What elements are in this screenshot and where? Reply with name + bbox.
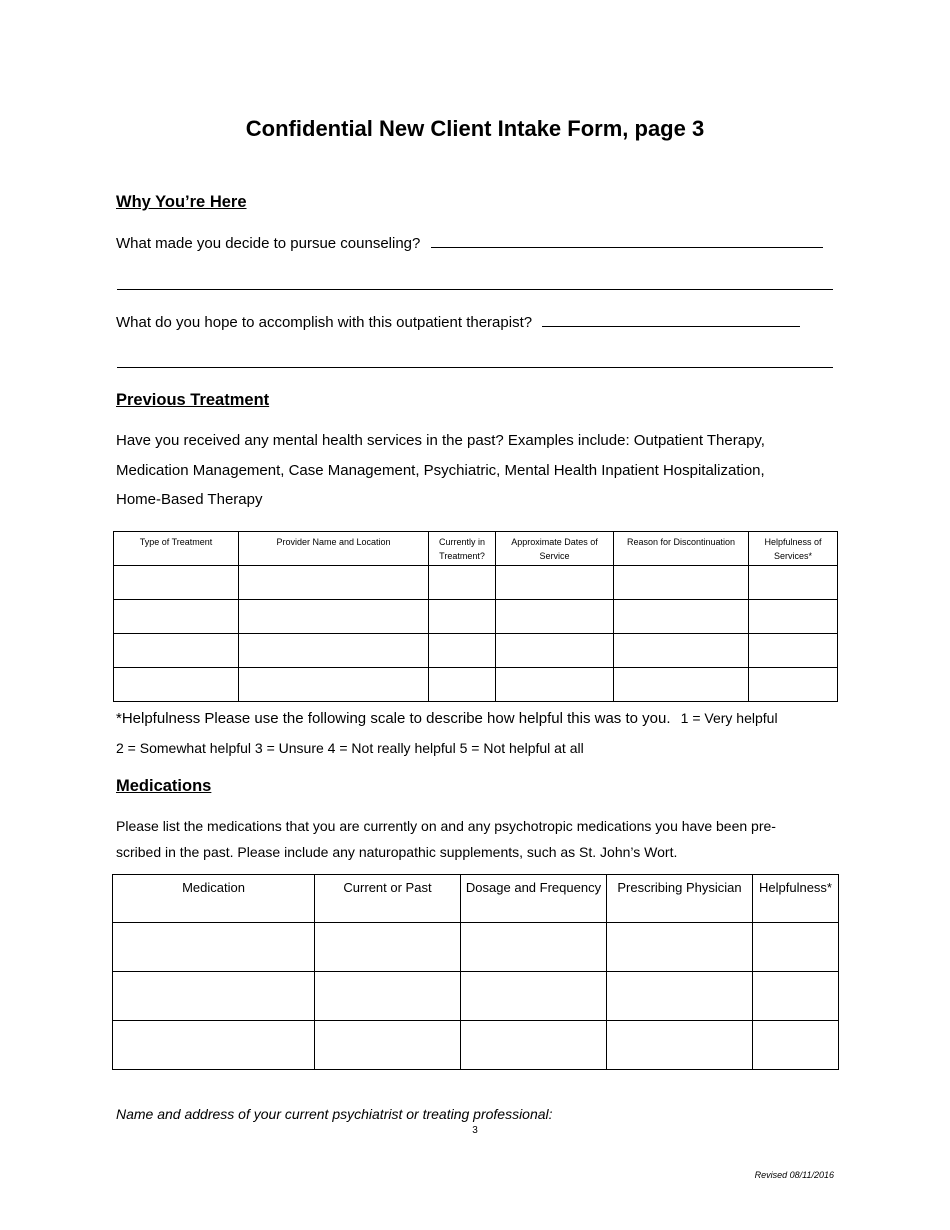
table-cell[interactable]: [614, 634, 749, 668]
page-number: 3: [472, 1125, 478, 1136]
table-cell[interactable]: [429, 566, 496, 600]
intro-line: Home-Based Therapy: [116, 491, 263, 508]
table-cell[interactable]: [496, 566, 614, 600]
table-cell[interactable]: [749, 634, 838, 668]
table-cell[interactable]: [239, 600, 429, 634]
helpfulness-scale-text: *Helpfulness Please use the following scale to describe how helpful this was to you.: [116, 710, 671, 727]
column-header: Type of Treatment: [114, 532, 239, 566]
column-header: Approximate Dates of Service: [496, 532, 614, 566]
table-cell[interactable]: [114, 600, 239, 634]
answer-line-pursue-counseling-2[interactable]: [117, 289, 833, 290]
table-cell[interactable]: [113, 923, 315, 972]
table-cell[interactable]: [749, 600, 838, 634]
psychiatrist-prompt: Name and address of your current psychiatrist or treating professional:: [116, 1106, 553, 1122]
table-cell[interactable]: [429, 668, 496, 702]
table-cell[interactable]: [114, 634, 239, 668]
helpfulness-scale-line-2: 2 = Somewhat helpful 3 = Unsure 4 = Not really helpful 5 = Not helpful at all: [116, 740, 584, 756]
table-cell[interactable]: [749, 668, 838, 702]
table-cell[interactable]: [113, 1021, 315, 1070]
table-cell[interactable]: [239, 634, 429, 668]
section-heading-why-here: Why You’re Here: [116, 193, 247, 211]
intro-line: Medication Management, Case Management, Psychiatric, Mental Health Inpatient Hospitalization,: [116, 462, 765, 479]
answer-line-pursue-counseling[interactable]: [431, 233, 823, 248]
intro-line: Please list the medications that you are currently on and any psychotropic medications you have been pre-: [116, 818, 776, 834]
answer-line-accomplish[interactable]: [542, 312, 800, 327]
question-accomplish: [116, 312, 800, 331]
table-cell[interactable]: [614, 668, 749, 702]
table-header-row: [114, 532, 838, 566]
medications-table: [112, 874, 839, 1070]
table-cell[interactable]: [496, 600, 614, 634]
table-cell[interactable]: [614, 566, 749, 600]
column-header: Reason for Discontinuation: [614, 532, 749, 566]
table-cell[interactable]: [114, 668, 239, 702]
table-cell[interactable]: [114, 566, 239, 600]
revised-date: Revised 08/11/2016: [754, 1170, 834, 1180]
section-heading-previous-treatment: Previous Treatment: [116, 391, 270, 409]
section-heading-medications: Medications: [116, 777, 212, 795]
table-cell[interactable]: [461, 923, 607, 972]
previous-treatment-table: [113, 531, 838, 702]
table-cell[interactable]: [315, 1021, 461, 1070]
table-cell[interactable]: [749, 566, 838, 600]
table-cell[interactable]: [113, 972, 315, 1021]
table-cell[interactable]: [753, 923, 839, 972]
table-cell[interactable]: [496, 668, 614, 702]
table-cell[interactable]: [315, 972, 461, 1021]
table-cell[interactable]: [315, 923, 461, 972]
intro-line: Have you received any mental health services in the past? Examples include: Outpatient Therapy,: [116, 432, 765, 449]
column-header: Current or Past: [315, 875, 461, 923]
question-label: What made you decide to pursue counseling?: [116, 235, 421, 252]
table-header-row: [113, 875, 839, 923]
helpfulness-scale-line-1: [116, 710, 778, 727]
intro-line: scribed in the past. Please include any naturopathic supplements, such as St. John’s Wort.: [116, 844, 678, 860]
table-cell[interactable]: [614, 600, 749, 634]
table-cell[interactable]: [607, 972, 753, 1021]
table-row: [114, 668, 838, 702]
table-cell[interactable]: [461, 1021, 607, 1070]
column-header: Prescribing Physician: [607, 875, 753, 923]
page-title: Confidential New Client Intake Form, page 3: [245, 116, 705, 141]
table-row: [113, 923, 839, 972]
table-cell[interactable]: [429, 600, 496, 634]
column-header: Currently in Treatment?: [429, 532, 496, 566]
table-cell[interactable]: [607, 923, 753, 972]
table-cell[interactable]: [753, 972, 839, 1021]
table-cell[interactable]: [239, 668, 429, 702]
column-header: Dosage and Frequency: [461, 875, 607, 923]
table-cell[interactable]: [239, 566, 429, 600]
table-row: [113, 1021, 839, 1070]
column-header: Provider Name and Location: [239, 532, 429, 566]
column-header: Helpfulness of Services*: [749, 532, 838, 566]
table-cell[interactable]: [429, 634, 496, 668]
table-row: [114, 566, 838, 600]
table-cell[interactable]: [753, 1021, 839, 1070]
scale-very-helpful: 1 = Very helpful: [680, 710, 778, 726]
column-header: Helpfulness*: [753, 875, 839, 923]
column-header: Medication: [113, 875, 315, 923]
table-cell[interactable]: [607, 1021, 753, 1070]
table-row: [114, 634, 838, 668]
question-label: What do you hope to accomplish with this outpatient therapist?: [116, 314, 533, 331]
answer-line-accomplish-2[interactable]: [117, 367, 833, 368]
table-cell[interactable]: [496, 634, 614, 668]
table-row: [113, 972, 839, 1021]
table-row: [114, 600, 838, 634]
table-cell[interactable]: [461, 972, 607, 1021]
question-pursue-counseling: [116, 233, 823, 252]
